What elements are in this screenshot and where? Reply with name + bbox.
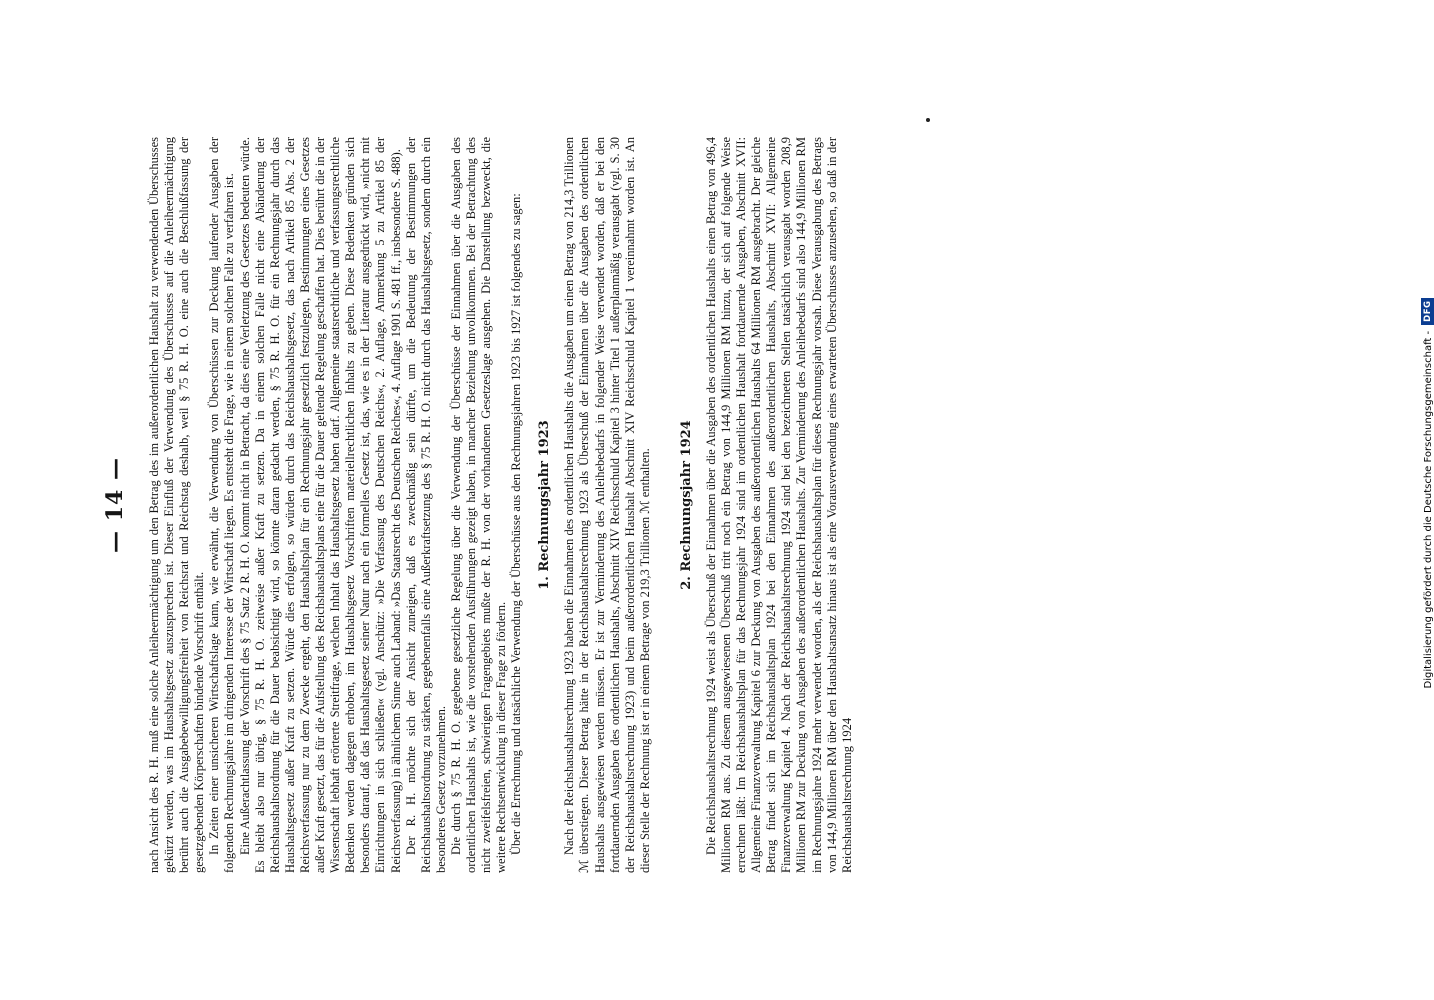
paragraph-anleiheermaechtigung: nach Ansicht des R. H. muß eine solche Anleiheermächtigung um den Betrag des im außerordentlichen Haushalt zu verwendenden Überschusses gekürzt werden, was im Haushaltsgesetz auszusprechen ist. Dieser Einfluß der Verwendung des Überschusses auf die Anleiheermächtigung berührt auch die Ausgabebewilligungsfreiheit von Reichsrat und Reichstag deshalb, weil § 75 R. H. O. eine auch die Beschlußfassung der gesetzgebenden Körperschaften bindende Vorschrift enthält. <box>147 137 207 873</box>
paragraph-ansicht-rh: Der R. H. möchte sich der Ansicht zuneigen, daß es zweckmäßig sein dürfte, um die Bedeutung der Bestimmungen der Reichshaushaltsordnung zu stärken, gegebenenfalls eine Außerkraftsetzung des § 75 R. H. O. nicht durch das Haushaltsgesetz, sondern durch ein besonderes Gesetz vorzunehmen. <box>403 137 448 873</box>
paragraph-ausserachtlassung: Eine Außerachtlassung der Vorschrift des § 75 Satz 2 R. H. O. kommt nicht in Betracht, da dies eine Verletzung des Gesetzes bedeuten würde. Es bleibt also nur übrig, § 75 R. H. O. zeitweise außer Kraft zu setzen. Da in einem solchen Falle nicht eine Abänderung der Reichshaushaltsordnung für die Dauer beabsichtigt wird, so könnte daran gedacht werden, § 75 R. H. O. für ein Rechnungsjahr durch das Haushaltsgesetz außer Kraft zu setzen. Würde dies erfolgen, so würden durch das Reichshaushaltsgesetz, das nach Artikel 85 Abs. 2 der Reichsverfassung nur zu dem Zwecke ergeht, den Haushaltsplan für ein Rechnungsjahr gesetzlich festzulegen, Bestimmungen eines Gesetzes außer Kraft gesetzt, das für die Aufstellung des Reichshaushaltsplans eine für die Dauer geltende Regelung geschaffen hat. Dies berührt die in der Wissenschaft lebhaft erörterte Streitfrage, welchen Inhalt das Haushaltsgesetz haben darf. Allgemeine staatsrechtliche und verfassungsrechtliche Bedenken werden dagegen erhoben, im Haushaltsgesetz Vorschriften materiellrechtlichen Inhalts zu geben. Diese Bedenken gründen sich besonders darauf, daß das Haushaltsgesetz seiner Natur nach ein formelles Gesetz ist, das, wie es in der Literatur ausgedrückt wird, »nicht mit Einrichtungen in sich schließen« (vgl. Anschütz: »Die Verfassung des Deutschen Reichs«, 2. Auflage, Anmerkung 5 zu Artikel 85 der Reichsverfassung) in ähnlichem Sinne auch Laband: »Das Staatsrecht des Deutschen Reiches«, 4. Auflage 1901 S. 481 ff., insbesondere S. 488). <box>237 137 403 873</box>
paragraph-errechnung: Über die Errechnung und tatsächliche Verwendung der Überschüsse aus den Rechnungsjahren 1923 bis 1927 ist folgendes zu sagen: <box>509 193 524 855</box>
paragraph-wirtschaftslage: In Zeiten einer unsicheren Wirtschaftslage kann, wie erwähnt, die Verwendung von Überschüssen zur Deckung laufender Ausgaben der folgenden Rechnungsjahre im dringenden Interesse der Wirtschaft liegen. Es entsteht die Frage, wie in einem solchen Falle zu verfahren ist. <box>207 137 237 873</box>
section-heading-1923: 1. Rechnungsjahr 1923 <box>537 420 553 590</box>
paragraph-1923: Nach der Reichshaushaltsrechnung 1923 haben die Einnahmen des ordentlichen Haushalts die Ausgaben um einen Betrag von 214,3 Trillionen ℳ überstiegen. Dieser Betrag hätte in der Reichshaushaltsrechnung 1923 als Überschuß der Einnahmen über die Ausgaben des ordentlichen Haushalts ausgewiesen werden müssen. Er ist zur Verminderung des Anleihebedarfs in folgender Weise verwendet worden, daß er bei den fortdauernden Ausgaben des ordentlichen Haushalts, Abschnitt XIV Reichsschuld Kapitel 3 hinter Titel 1 außerplanmäßig verausgabt (vgl. S. 30 der Reichshaushaltsrechnung 1923) und beim außerordentlichen Haushalt Abschnitt XIV Reichsschuld Kapitel 1 vereinnahmt worden ist. An dieser Stelle der Rechnung ist er in einem Betrage von 219,3 Trillionen ℳ enthalten. <box>562 137 652 873</box>
document-body <box>147 137 855 873</box>
credit-text: Digitalisierung gefördert durch die Deutsche Forschungsgemeinschaft - <box>1422 330 1434 689</box>
scan-speck <box>926 118 930 122</box>
dfg-logo: DFG <box>1421 298 1434 325</box>
document-page <box>95 135 1295 875</box>
paragraph-1924: Die Reichshaushaltsrechnung 1924 weist als Überschuß der Einnahmen über die Ausgaben des ordentlichen Haushalts einen Betrag von 496,4 Millionen RM aus. Zu diesem ausgewiesenen Überschuß tritt noch ein Betrag von 144,9 Millionen RM hinzu, der sich auf folgende Weise errechnen läßt: Im Reichshaushaltsplan für das Rechnungsjahr 1924 sind im ordentlichen Haushalt fortdauernde Ausgaben, Abschnitt XVII: Allgemeine Finanzverwaltung Kapitel 6 zur Deckung von Ausgaben des außerordentlichen Haushalts 64 Millionen RM ausgebracht. Der gleiche Betrag findet sich im Reichshaushaltsplan 1924 bei den Einnahmen des außerordentlichen Haushalts, Abschnitt XVII: Allgemeine Finanzverwaltung Kapitel 4. Nach der Reichshaushaltsrechnung 1924 sind bei den bezeichneten Stellen tatsächlich verausgabt worden 208,9 Millionen RM zur Deckung von Ausgaben des außerordentlichen Haushalts. Zur Verminderung des Anleihebedarfs sind also 144,9 Millionen RM im Rechnungsjahre 1924 mehr verwendet worden, als der Reichshaushaltsplan für dieses Rechnungsjahr vorsah. Diese Verausgabung des Betrags von 144,9 Millionen RM über den Haushaltsansatz hinaus ist als eine Vorausverwendung eines erwarteten Überschusses anzusehen, so daß in der Reichshaushaltsrechnung 1924 <box>703 137 854 873</box>
section-heading-1924: 2. Rechnungsjahr 1924 <box>678 420 694 590</box>
digitization-credit <box>1418 0 1434 993</box>
paragraph-gesetzliche-regelung: Die durch § 75 R. H. O. gegebene gesetzliche Regelung über die Verwendung der Überschüsse der Einnahmen über die Ausgaben des ordentlichen Haushalts ist, wie die vorstehenden Ausführungen gezeigt haben, in mancher Beziehung unvollkommen. Bei der Betrachtung des nicht zweifelsfreien, schwierigen Fragengebiets mußte der R. H. von der vorhandenen Gesetzeslage ausgehen. Die Darstellung bezweckt, die weitere Rechtsentwicklung in dieser Frage zu fördern. <box>448 137 509 873</box>
page-number: — 14 — <box>102 457 128 553</box>
